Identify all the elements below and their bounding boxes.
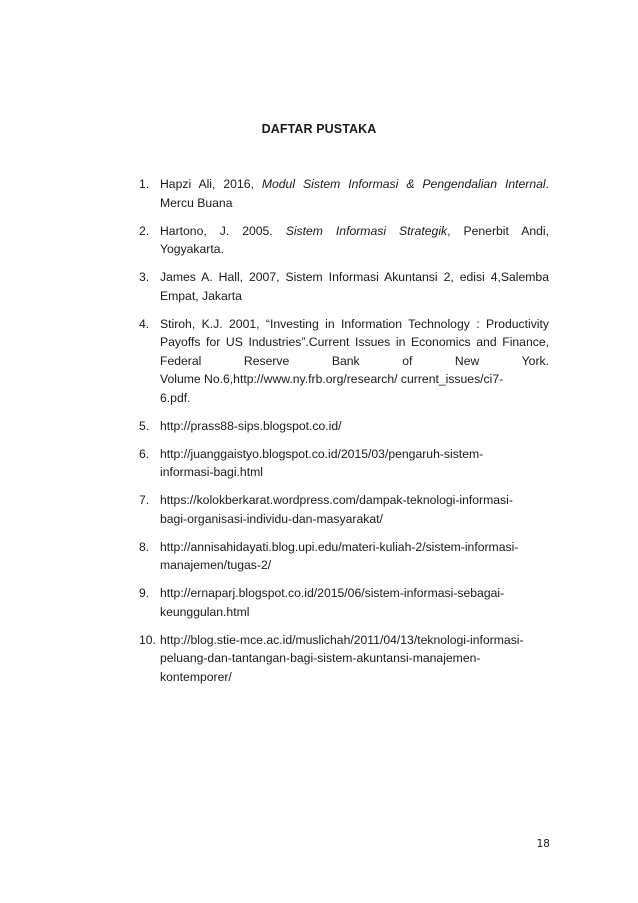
reference-text: bagi-organisasi-individu-dan-masyarakat/ [160,511,383,526]
reference-text: keunggulan.html [160,604,250,619]
reference-number: 3. [139,270,150,284]
reference-number: 7. [139,493,150,507]
reference-text: 6.pdf. [160,390,191,405]
reference-number: 9. [139,586,150,600]
reference-number: 5. [139,418,150,433]
reference-text: Volume No.6,http://www.ny.frb.org/research/ current_issues/ci7- [160,372,504,386]
reference-line [160,463,549,482]
reference-line [160,194,549,213]
reference-italic-text: Modul Sistem Informasi & Pengendalian Internal [261,177,546,191]
reference-text: http://annisahidayati.blog.upi.edu/materi-kuliah-2/sistem-informasi- [160,539,519,554]
reference-number: 4. [139,316,150,331]
reference-text: . [545,177,549,191]
reference-number: 1. [139,177,150,191]
reference-text: http://prass88-sips.blogspot.co.id/ [160,418,342,433]
reference-line [160,370,549,389]
reference-text: kontemporer/ [160,669,232,684]
reference-text: Empat, Jakarta [160,288,242,303]
reference-item [139,222,549,259]
reference-item [139,445,549,482]
reference-text: James A. Hall, 2007, Sistem Informasi Akuntansi 2, edisi 4,Salemba [160,270,549,284]
reference-line [160,603,549,622]
reference-line [160,584,549,603]
reference-text: , Penerbit Andi, [447,223,549,238]
reference-item [139,584,549,621]
reference-line [160,491,549,510]
reference-number: 10. [139,632,156,647]
reference-item [139,175,549,212]
reference-number: 8. [139,539,150,554]
reference-italic-text: Sistem Informasi Strategik [285,223,448,238]
reference-line [160,649,549,668]
reference-text: manajemen/tugas-2/ [160,558,272,572]
reference-item [139,631,549,687]
reference-item [139,538,549,575]
reference-text: peluang-dan-tantangan-bagi-sistem-akuntansi-manajemen- [160,651,481,665]
reference-line [160,333,549,352]
reference-text: http://blog.stie-mce.ac.id/muslichah/2011/04/13/teknologi-informasi- [160,632,524,647]
reference-text: Payoffs for US Industries”.Current Issues in Economics and Finance, [160,335,549,349]
reference-line [160,352,549,371]
reference-text: Mercu Buana [160,195,233,210]
reference-line [160,268,549,287]
reference-line [160,668,549,687]
reference-number: 6. [139,446,150,461]
reference-item [139,315,549,408]
reference-text: http://ernaparj.blogspot.co.id/2015/06/sistem-informasi-sebagai- [160,586,505,600]
reference-line [160,240,549,259]
reference-item [139,268,549,305]
page-title: DAFTAR PUSTAKA [261,122,377,136]
reference-text: Hapzi Ali, 2016, [160,177,262,191]
reference-number: 2. [139,223,150,238]
reference-item [139,491,549,528]
reference-text: http://juanggaistyo.blogspot.co.id/2015/03/pengaruh-sistem- [160,446,484,461]
reference-line [160,445,549,464]
reference-text: https://kolokberkarat.wordpress.com/dampak-teknologi-informasi- [160,493,513,507]
reference-item [139,417,549,436]
reference-line [160,538,549,557]
reference-list [139,175,549,696]
reference-line [160,175,549,194]
reference-line [160,222,549,241]
reference-line [160,556,549,575]
reference-text: Stiroh, K.J. 2001, “Investing in Information Technology : Productivity [160,316,549,331]
reference-line [160,315,549,334]
reference-text: Hartono, J. 2005. [160,223,286,238]
reference-line [160,510,549,529]
reference-text: Yogyakarta. [160,242,224,256]
reference-line [160,417,549,436]
reference-text: informasi-bagi.html [160,465,263,479]
page-number: 18 [536,838,550,850]
reference-line [160,287,549,306]
reference-line [160,631,549,650]
reference-line [160,389,549,408]
reference-text: Federal Reserve Bank of New York. [160,353,549,368]
